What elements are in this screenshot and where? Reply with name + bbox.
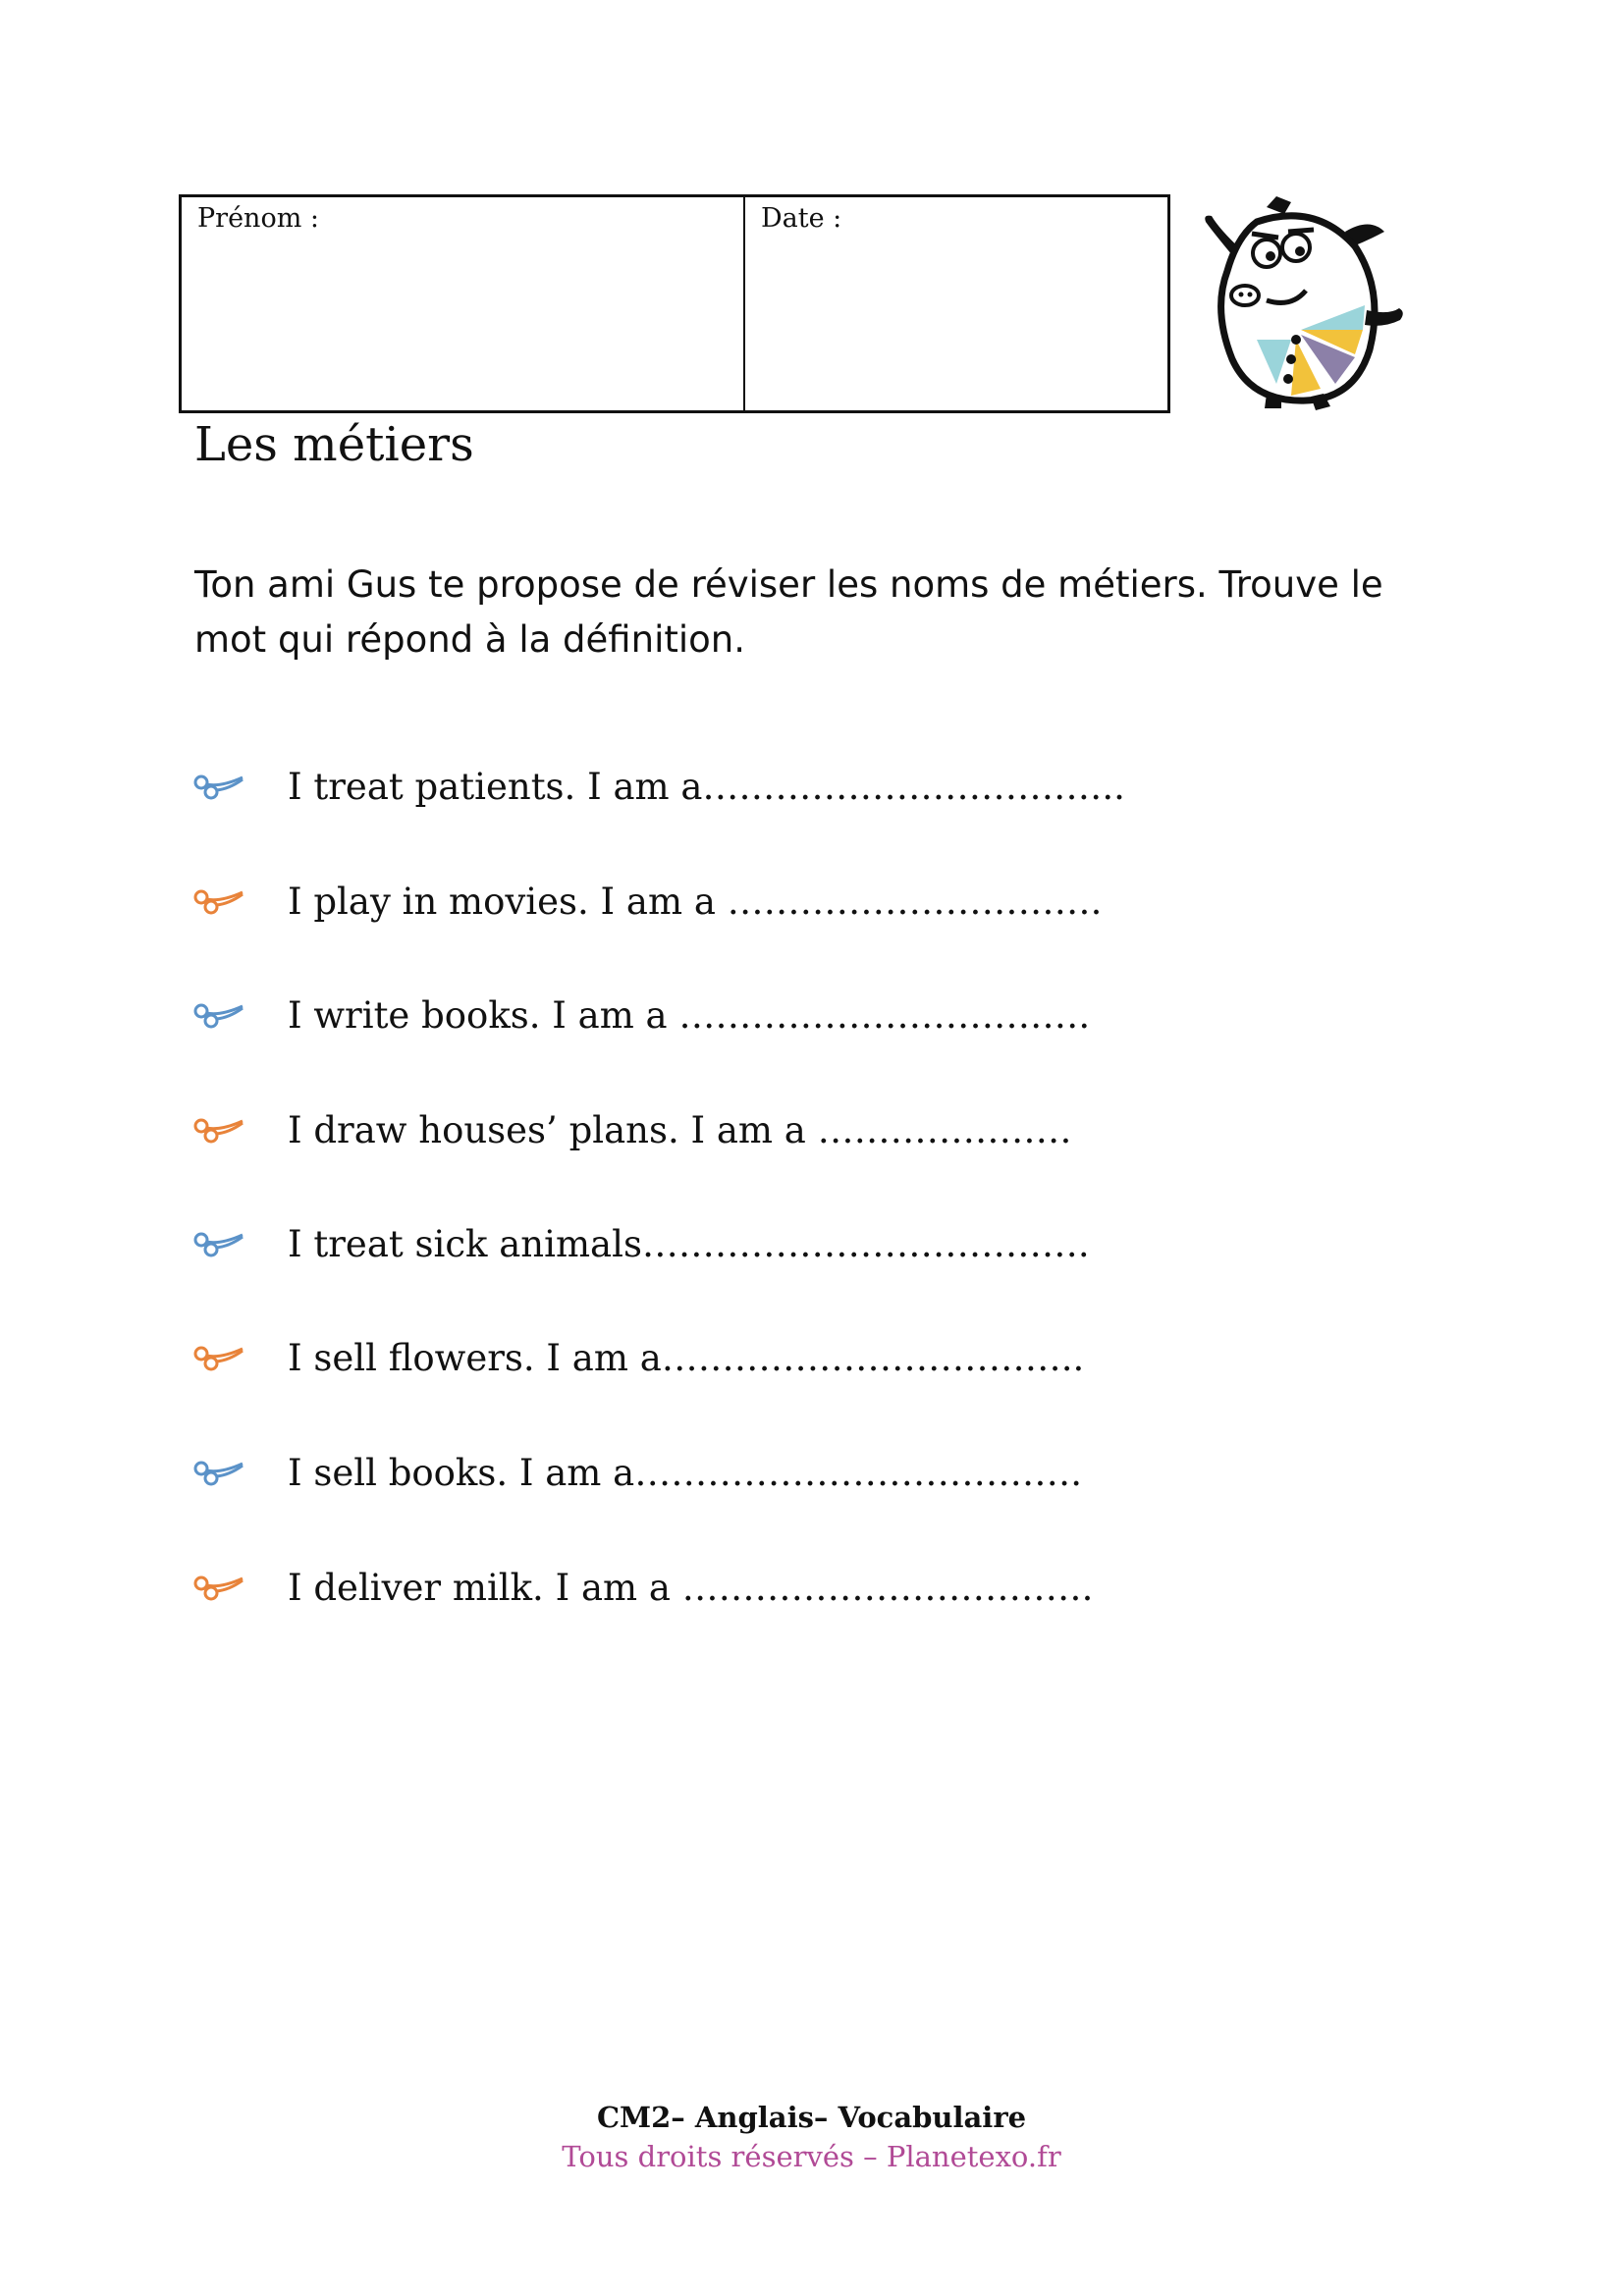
date-cell[interactable] [745, 197, 1167, 410]
question-text: I draw houses’ plans. I am a ………………… [288, 1108, 1072, 1151]
question-item [191, 1558, 1093, 1617]
scissors-icon [191, 1000, 246, 1030]
question-item [191, 1100, 1072, 1159]
name-label: Prénom : [197, 203, 319, 234]
scissors-icon [191, 886, 246, 916]
question-item [191, 1328, 1084, 1387]
student-info-box [179, 194, 1170, 413]
scissors-icon [191, 1458, 246, 1487]
footer-copyright: Tous droits réservés – Planetexo.fr [562, 2140, 1061, 2173]
question-text: I sell books. I am a………………………………. [288, 1451, 1082, 1494]
instructions: Ton ami Gus te propose de réviser les noms de métiers. Trouve le mot qui répond à la définition. [194, 563, 1383, 661]
name-cell[interactable] [182, 197, 745, 410]
question-item [191, 1443, 1082, 1502]
scissors-icon [191, 1573, 246, 1602]
question-item [191, 872, 1102, 931]
question-text: I treat patients. I am a…………………………….. [288, 765, 1125, 808]
question-text: I play in movies. I am a …………………………. [288, 880, 1103, 923]
question-item [191, 986, 1090, 1044]
scissors-icon [191, 1115, 246, 1145]
question-text: I deliver milk. I am a ……………………………. [288, 1566, 1094, 1609]
page-title: Les métiers [194, 417, 474, 472]
question-text: I sell flowers. I am a…………………………….. [288, 1336, 1085, 1379]
question-item [191, 757, 1125, 816]
question-text: I treat sick animals………………………………. [288, 1222, 1090, 1265]
scissors-icon [191, 1229, 246, 1258]
scissors-icon [191, 772, 246, 801]
question-item [191, 1214, 1090, 1273]
footer-course-label: CM2– Anglais– Vocabulaire [596, 2101, 1027, 2134]
date-label: Date : [761, 203, 842, 234]
question-text: I write books. I am a ……………………………. [288, 993, 1091, 1037]
gus-mascot-icon [1198, 192, 1409, 413]
scissors-icon [191, 1343, 246, 1372]
